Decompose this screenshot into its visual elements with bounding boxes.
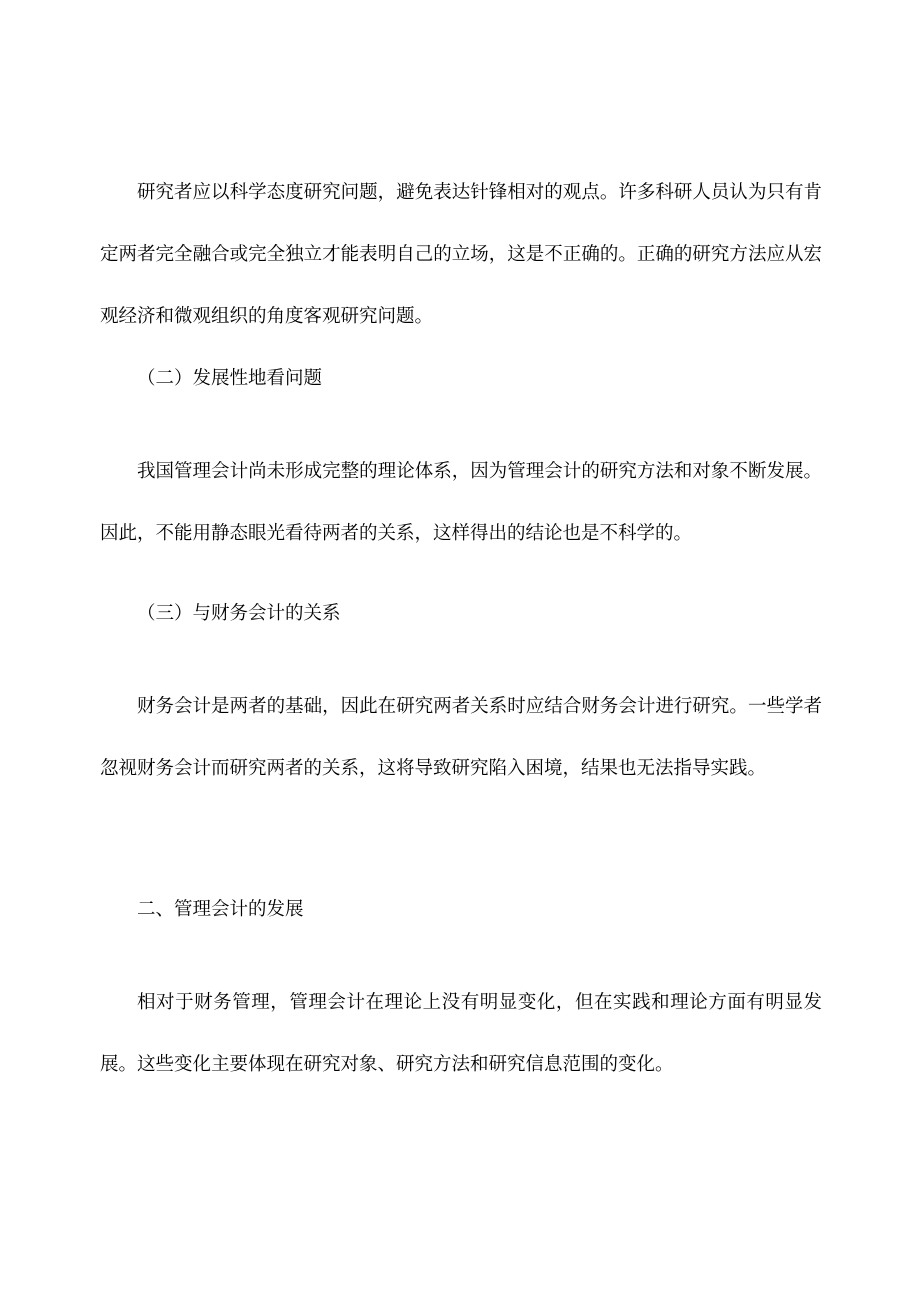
section-heading-financial-accounting: （三）与财务会计的关系 — [137, 603, 341, 624]
paragraph-management-accounting-development: 相对于财务管理，管理会计在理论上没有明显变化，但在实践和理论方面有明显发展。这些变化主要体现在研究对象、研究方法和研究信息范围的变化。 — [100, 992, 822, 1075]
paragraph-objective-research: 研究者应以科学态度研究问题，避免表达针锋相对的观点。许多科研人员认为只有肯定两者完全融合或完全独立才能表明自己的立场，这是不正确的。正确的研究方法应从宏观经济和微观组织的角度客观研究问题。 — [100, 182, 822, 327]
paragraph-financial-accounting: 财务会计是两者的基础，因此在研究两者关系时应结合财务会计进行研究。一些学者忽视财务会计而研究两者的关系，这将导致研究陷入困境，结果也无法指导实践。 — [100, 696, 822, 779]
section-heading-management-accounting-development: 二、管理会计的发展 — [137, 899, 304, 920]
paragraph-developmental-view: 我国管理会计尚未形成完整的理论体系，因为管理会计的研究方法和对象不断发展。因此，不能用静态眼光看待两者的关系，这样得出的结论也是不科学的。 — [100, 461, 822, 544]
section-heading-developmental-view: （二）发展性地看问题 — [137, 368, 323, 389]
